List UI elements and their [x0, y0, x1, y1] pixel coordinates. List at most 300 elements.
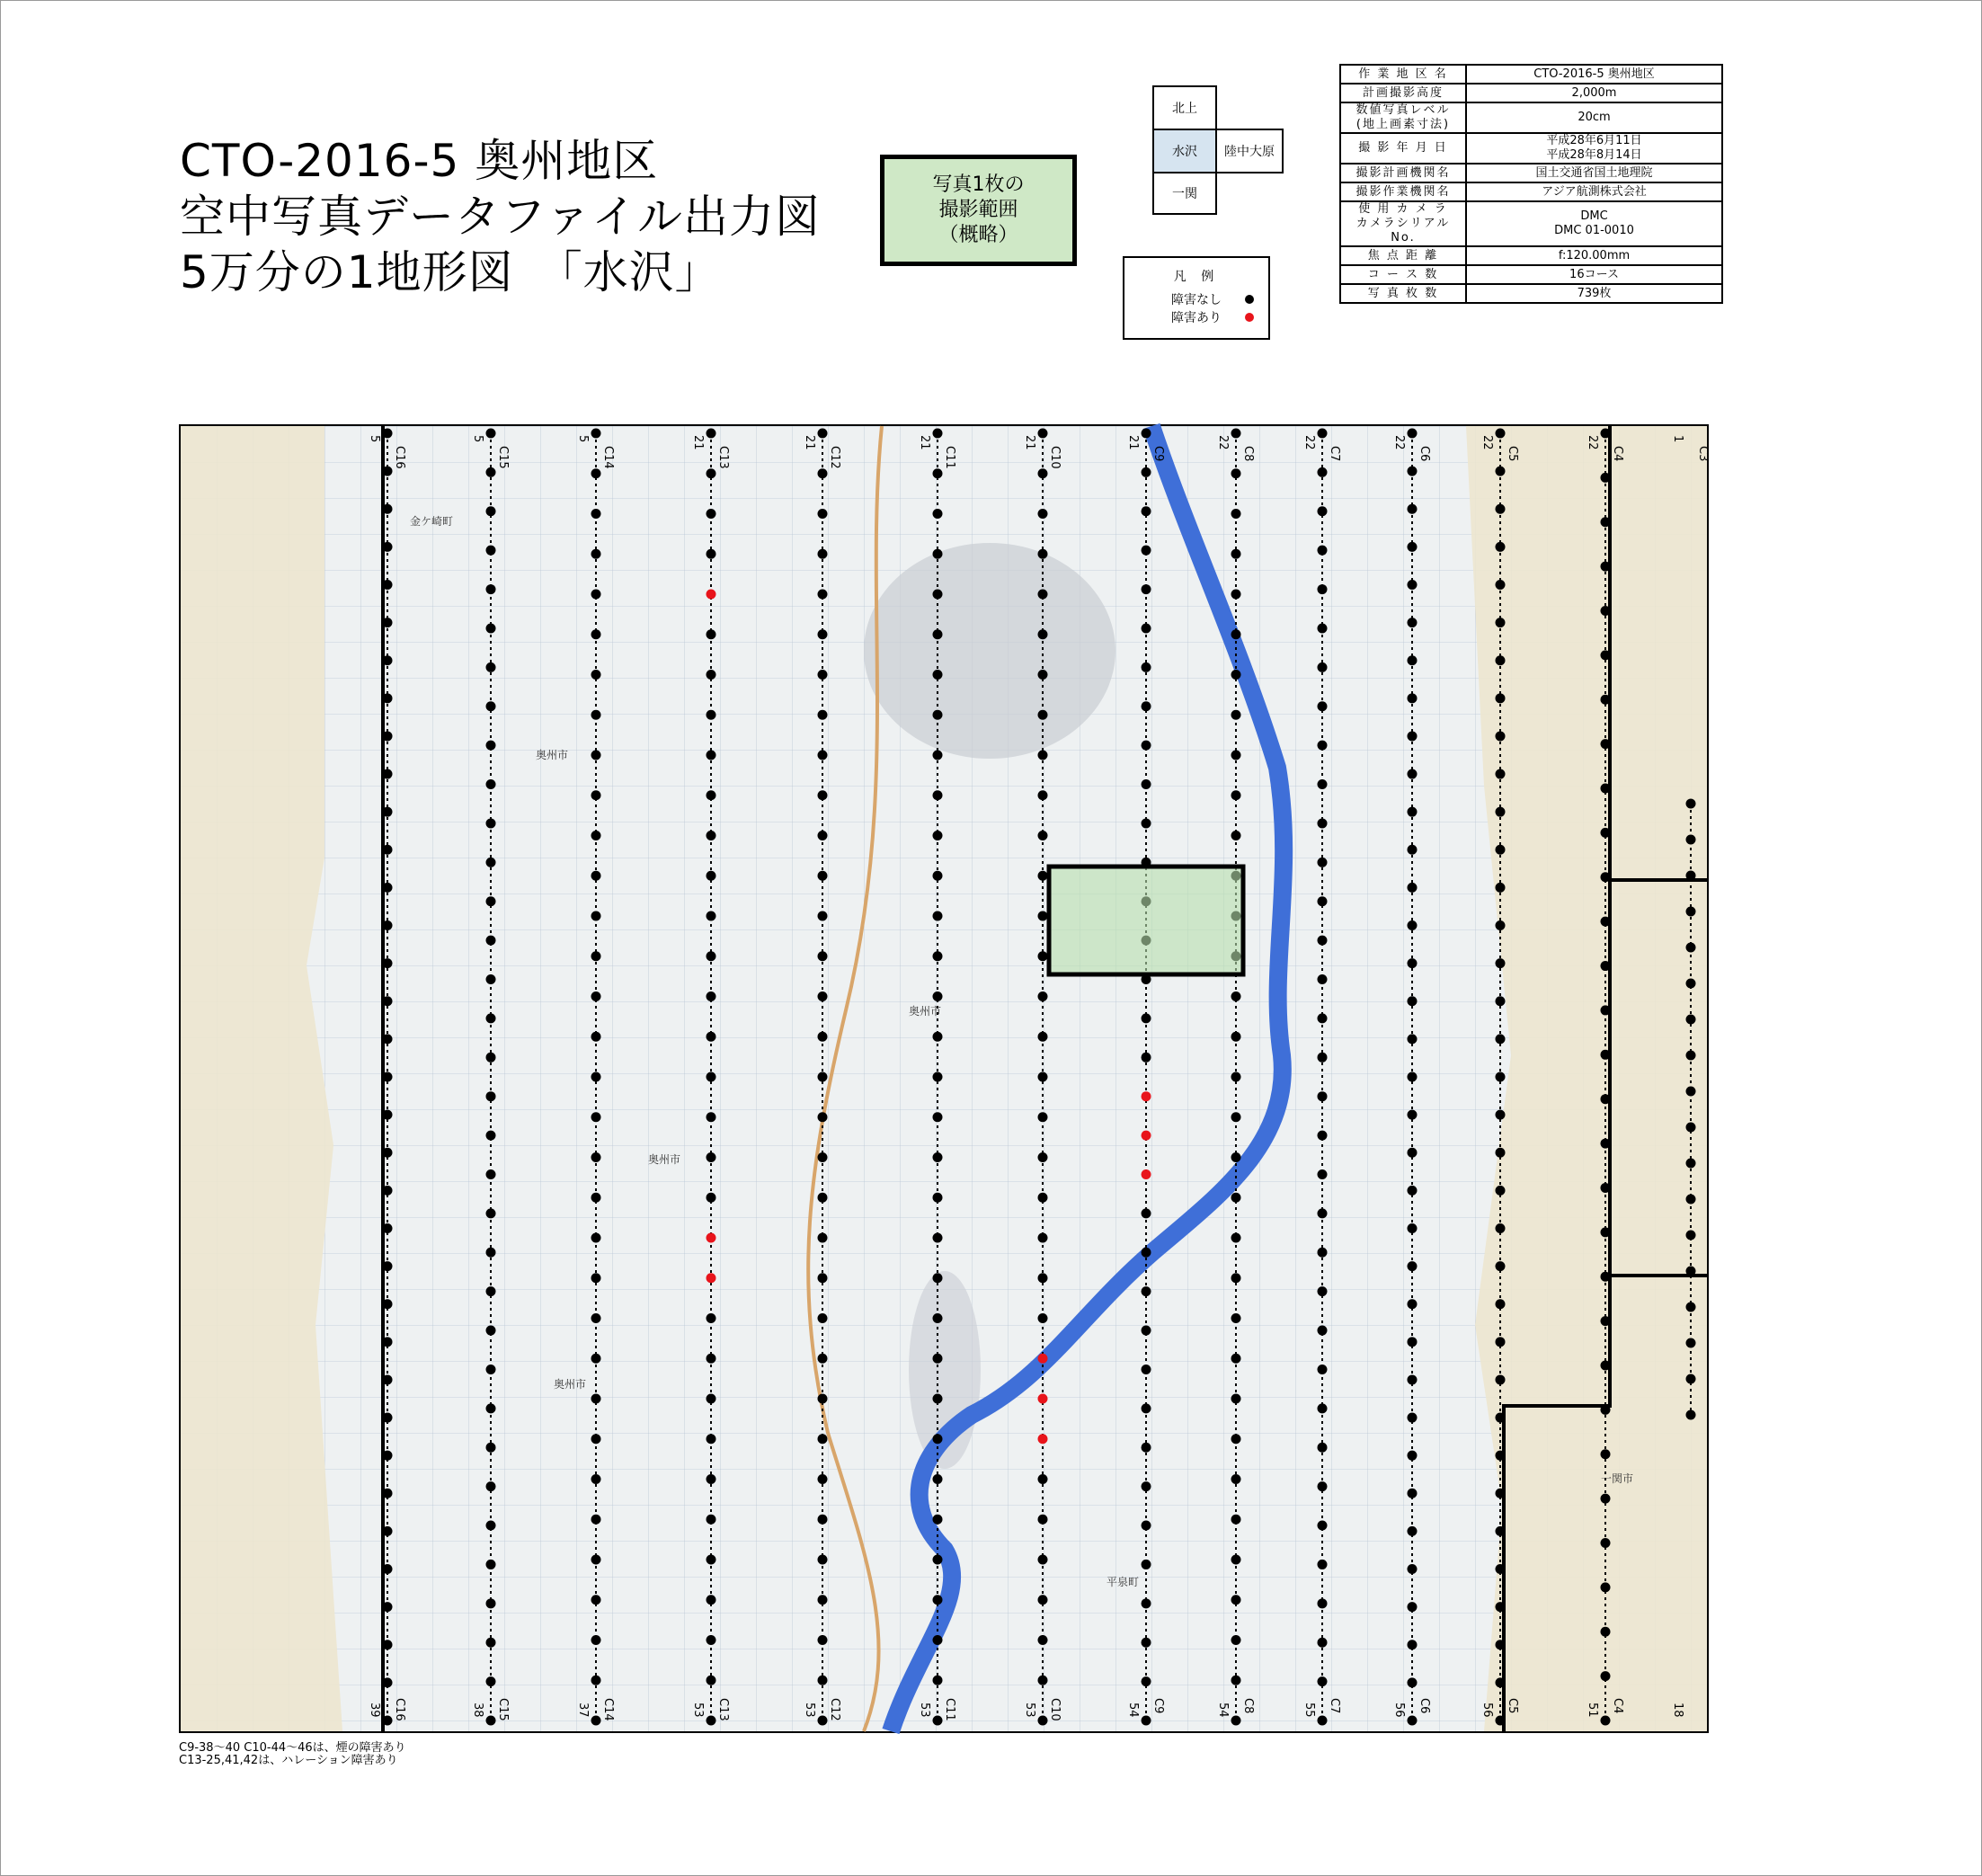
photo-point — [933, 549, 943, 559]
photo-point — [1231, 1354, 1241, 1364]
photo-point — [707, 1515, 716, 1525]
note-line-2: C13-25,41,42は、ハレーション障害あり — [179, 1754, 398, 1767]
photo-point — [1231, 1434, 1241, 1444]
photo-point — [707, 549, 716, 559]
photo-point — [1318, 1091, 1328, 1101]
photo-point — [486, 741, 496, 751]
photo-point — [707, 1394, 716, 1404]
photo-point — [486, 974, 496, 984]
photo-point — [591, 590, 601, 600]
photo-point — [591, 629, 601, 639]
photo-point — [933, 1394, 943, 1404]
photo-point — [818, 629, 828, 639]
info-label: 作 業 地 区 名 — [1340, 65, 1466, 84]
map-title — [180, 133, 821, 300]
photo-point — [486, 546, 496, 556]
photo-point — [1231, 710, 1241, 720]
photo-point — [1318, 1131, 1328, 1141]
photo-point — [486, 1208, 496, 1218]
info-label: 撮影作業機関名 — [1340, 182, 1466, 201]
photo-point — [486, 506, 496, 516]
course-end-label: 53 — [1023, 1703, 1036, 1718]
course-end-label: 54 — [1216, 1703, 1230, 1718]
photo-point — [1318, 779, 1328, 789]
photo-point — [1496, 731, 1506, 741]
photo-point — [1142, 1443, 1151, 1453]
photo-point — [486, 1365, 496, 1374]
photo-point — [933, 991, 943, 1001]
photo-point — [1038, 468, 1048, 478]
photo-point — [1318, 1365, 1328, 1374]
legend-label-obstruction: 障害あり — [1171, 311, 1222, 325]
photo-point-obstructed — [707, 1233, 716, 1243]
course-name-top: C3 — [1696, 446, 1710, 462]
info-table — [1339, 64, 1723, 304]
info-label: 焦 点 距 離 — [1340, 246, 1466, 265]
photo-point — [933, 710, 943, 720]
hills-west — [181, 426, 342, 1731]
photo-point — [1408, 1072, 1418, 1082]
photo-point — [1318, 1286, 1328, 1296]
course-end-label: 37 — [576, 1703, 590, 1718]
info-value: f:120.00mm — [1466, 246, 1722, 265]
photo-point — [1231, 1515, 1241, 1525]
photo-point — [1038, 429, 1048, 439]
place-label: 奥州市 — [648, 1153, 681, 1166]
info-value: 2,000m — [1466, 84, 1722, 102]
photo-point — [1231, 1072, 1241, 1082]
photo-point — [486, 896, 496, 906]
photo-point — [707, 831, 716, 840]
info-value: 739枚 — [1466, 284, 1722, 303]
title-line-3: 5万分の1地形図 「水沢」 — [180, 246, 721, 298]
photo-point-obstructed — [1038, 1434, 1048, 1444]
photo-point — [818, 468, 828, 478]
photo-point — [1142, 1716, 1151, 1726]
photo-point — [1142, 1676, 1151, 1686]
photo-point — [1142, 429, 1151, 439]
photo-point — [1408, 958, 1418, 968]
photo-point — [1318, 429, 1328, 439]
photo-point — [707, 911, 716, 921]
photo-point — [818, 991, 828, 1001]
black-dot-icon — [1245, 295, 1254, 304]
info-value: 国土交通省国土地理院 — [1466, 164, 1722, 182]
photo-point — [1408, 1489, 1418, 1498]
photo-point — [1408, 731, 1418, 741]
photo-point — [707, 1313, 716, 1323]
photo-point — [1038, 951, 1048, 961]
photo-point — [1408, 1223, 1418, 1233]
photo-point — [1142, 1638, 1151, 1648]
photo-point — [1496, 996, 1506, 1006]
photo-point — [486, 1481, 496, 1491]
photo-point — [1601, 1716, 1611, 1726]
photo-point — [1318, 858, 1328, 867]
course-name-bottom: C13 — [716, 1698, 730, 1721]
legend-label-no-obstruction: 障害なし — [1171, 293, 1222, 307]
photo-point — [818, 1474, 828, 1484]
photo-point-obstructed — [1038, 1354, 1048, 1364]
photo-point — [486, 429, 496, 439]
course-name-top: C10 — [1048, 446, 1062, 469]
photo-point — [818, 509, 828, 519]
course-name-top: C16 — [393, 446, 406, 469]
photo-point — [1142, 1326, 1151, 1336]
coverage-line-2: 撮影範囲 — [938, 199, 1018, 221]
photo-point — [1231, 670, 1241, 680]
photo-point — [1408, 1110, 1418, 1120]
photo-point — [591, 1313, 601, 1323]
photo-point — [1318, 546, 1328, 556]
photo-point — [1496, 429, 1506, 439]
course-name-bottom: C11 — [943, 1698, 956, 1721]
photo-point — [1038, 1635, 1048, 1645]
course-end-label: 38 — [471, 1703, 484, 1718]
photo-point — [1038, 1072, 1048, 1082]
photo-point — [1686, 1051, 1696, 1061]
photo-point — [1038, 1716, 1048, 1726]
photo-point — [933, 629, 943, 639]
map-svg — [181, 426, 1710, 1731]
course-name-bottom: C6 — [1418, 1698, 1431, 1714]
course-end-label: 56 — [1480, 1703, 1494, 1718]
photo-point — [818, 1354, 828, 1364]
course-start-label: 22 — [1586, 435, 1599, 450]
photo-point — [933, 1474, 943, 1484]
course-start-label: 22 — [1392, 435, 1406, 450]
photo-point — [1686, 1338, 1696, 1348]
legend-title: 凡 例 — [1173, 270, 1220, 284]
photo-point-obstructed — [1142, 1169, 1151, 1179]
photo-point — [1408, 845, 1418, 855]
course-name-bottom: C10 — [1048, 1698, 1062, 1721]
photo-point — [1231, 549, 1241, 559]
photo-point — [1686, 1410, 1696, 1420]
photo-point — [707, 429, 716, 439]
photo-point — [707, 951, 716, 961]
photo-point — [1408, 1716, 1418, 1726]
photo-point — [933, 1313, 943, 1323]
photo-point — [818, 871, 828, 881]
photo-point — [591, 1434, 601, 1444]
photo-point — [1496, 920, 1506, 930]
photo-point — [486, 818, 496, 828]
photo-point — [1038, 629, 1048, 639]
photo-point — [1318, 1208, 1328, 1218]
photo-point — [1038, 751, 1048, 760]
photo-point — [1231, 1555, 1241, 1565]
info-row — [1340, 182, 1722, 201]
course-name-bottom: C8 — [1241, 1698, 1255, 1714]
photo-point — [486, 936, 496, 946]
photo-point — [1408, 769, 1418, 779]
photo-point — [1038, 710, 1048, 720]
info-label: 数値写真レベル (地上画素寸法) — [1340, 102, 1466, 133]
info-value: アジア航測株式会社 — [1466, 182, 1722, 201]
index-cell-north: 北上 — [1152, 85, 1217, 130]
photo-point — [818, 1716, 828, 1726]
photo-point — [1142, 1053, 1151, 1062]
course-end-label: 18 — [1671, 1703, 1684, 1718]
course-end-label: 56 — [1392, 1703, 1406, 1718]
photo-point — [486, 1638, 496, 1648]
photo-point — [1038, 1555, 1048, 1565]
photo-point — [1038, 1474, 1048, 1484]
info-label: コ ー ス 数 — [1340, 265, 1466, 284]
photo-point — [486, 1131, 496, 1141]
photo-point — [591, 1233, 601, 1243]
photo-point — [1408, 618, 1418, 627]
course-end-label: 53 — [691, 1703, 705, 1718]
info-row — [1340, 246, 1722, 265]
photo-point — [486, 858, 496, 867]
place-label: 金ケ崎町 — [410, 515, 454, 528]
course-end-label: 39 — [368, 1703, 381, 1718]
photo-point — [1496, 1223, 1506, 1233]
photo-point — [1686, 835, 1696, 845]
photo-point — [818, 590, 828, 600]
photo-point-obstructed — [707, 1273, 716, 1283]
photo-point — [1318, 1013, 1328, 1023]
course-start-label: 1 — [1671, 435, 1684, 443]
index-cell-south: 一関 — [1152, 172, 1217, 215]
photo-point — [1496, 655, 1506, 665]
photo-point — [1231, 629, 1241, 639]
info-value: 20cm — [1466, 102, 1722, 133]
photo-point — [1231, 1716, 1241, 1726]
course-name-top: C4 — [1611, 446, 1624, 462]
red-dot-icon — [1245, 313, 1254, 322]
course-start-label: 5 — [471, 435, 484, 443]
photo-point — [818, 951, 828, 961]
photo-point — [1231, 590, 1241, 600]
photo-point — [1686, 1195, 1696, 1205]
photo-point — [1408, 996, 1418, 1006]
coverage-line-1: 写真1枚の — [932, 173, 1025, 196]
photo-point — [818, 1676, 828, 1685]
photo-point — [933, 790, 943, 800]
place-label: 平泉町 — [1107, 1576, 1140, 1588]
photo-point — [1496, 883, 1506, 893]
info-row — [1340, 102, 1722, 133]
photo-point — [818, 670, 828, 680]
photo-point — [1142, 1013, 1151, 1023]
photo-point — [591, 1635, 601, 1645]
course-start-label: 21 — [803, 435, 816, 450]
photo-point — [933, 1716, 943, 1726]
course-name-top: C9 — [1151, 446, 1165, 462]
photo-point — [1408, 1602, 1418, 1612]
photo-point — [1496, 1186, 1506, 1196]
photo-point — [1496, 958, 1506, 968]
photo-point — [818, 1313, 828, 1323]
course-name-bottom: C4 — [1611, 1698, 1624, 1714]
course-start-label: 22 — [1480, 435, 1494, 450]
photo-point — [707, 1112, 716, 1122]
photo-point — [1408, 429, 1418, 439]
photo-point — [933, 468, 943, 478]
photo-point — [1408, 1564, 1418, 1574]
photo-point — [707, 991, 716, 1001]
photo-point — [1231, 1313, 1241, 1323]
photo-point — [591, 509, 601, 519]
photo-point — [707, 790, 716, 800]
photo-point — [591, 1394, 601, 1404]
photo-point — [1231, 1474, 1241, 1484]
photo-point — [1496, 769, 1506, 779]
single-photo-coverage — [1049, 867, 1243, 974]
course-name-bottom: C12 — [828, 1698, 841, 1721]
flight-map — [179, 424, 1709, 1733]
photo-point — [818, 831, 828, 840]
coverage-line-3: （概略） — [938, 224, 1018, 246]
photo-point — [1231, 1152, 1241, 1162]
photo-coverage-box — [880, 155, 1077, 266]
photo-point — [591, 468, 601, 478]
photo-point — [707, 1716, 716, 1726]
photo-point-obstructed — [1038, 1394, 1048, 1404]
photo-point — [1496, 1110, 1506, 1120]
course-start-label: 5 — [368, 435, 381, 443]
photo-point — [818, 1032, 828, 1042]
photo-point — [1408, 1677, 1418, 1687]
photo-point — [1231, 1273, 1241, 1283]
photo-point — [1318, 467, 1328, 477]
photo-point — [486, 1598, 496, 1608]
photo-point — [933, 951, 943, 961]
photo-point — [1038, 790, 1048, 800]
photo-point — [1686, 1159, 1696, 1169]
photo-point — [1686, 1087, 1696, 1097]
info-value: CTO-2016-5 奥州地区 — [1466, 65, 1722, 84]
info-row — [1340, 201, 1722, 246]
photo-point — [933, 509, 943, 519]
photo-point — [486, 1248, 496, 1258]
photo-point — [1231, 1233, 1241, 1243]
info-label: 撮 影 年 月 日 — [1340, 133, 1466, 164]
photo-point — [1038, 670, 1048, 680]
photo-point — [1318, 896, 1328, 906]
course-name-top: C11 — [943, 446, 956, 469]
photo-point — [591, 751, 601, 760]
photo-point — [1408, 1337, 1418, 1347]
photo-point — [933, 1635, 943, 1645]
photo-point — [933, 1152, 943, 1162]
photo-point — [1231, 991, 1241, 1001]
photo-point — [1318, 818, 1328, 828]
photo-point — [1496, 1034, 1506, 1044]
photo-point — [1686, 1015, 1696, 1025]
photo-point — [707, 1152, 716, 1162]
photo-point — [1142, 818, 1151, 828]
title-line-1: CTO-2016-5 奥州地区 — [180, 135, 659, 187]
photo-point — [591, 670, 601, 680]
photo-point — [818, 1152, 828, 1162]
photo-point — [1142, 467, 1151, 477]
photo-point — [707, 1354, 716, 1364]
photo-point — [1231, 1394, 1241, 1404]
course-start-label: 21 — [1023, 435, 1036, 450]
photo-point-obstructed — [1142, 1131, 1151, 1141]
photo-point — [1038, 1313, 1048, 1323]
photo-point-obstructed — [1142, 1091, 1151, 1101]
photo-point — [486, 1403, 496, 1413]
photo-point — [1142, 1286, 1151, 1296]
course-start-label: 22 — [1302, 435, 1316, 450]
photo-point — [486, 1286, 496, 1296]
photo-point — [1318, 506, 1328, 516]
photo-point — [1038, 831, 1048, 840]
legend-row-no-obstruction — [1171, 290, 1254, 308]
photo-point — [1231, 1676, 1241, 1685]
photo-point — [1601, 1538, 1611, 1548]
photo-point — [1496, 618, 1506, 627]
photo-point — [591, 1474, 601, 1484]
photo-point — [1318, 1403, 1328, 1413]
course-end-label: 51 — [1586, 1703, 1599, 1718]
info-label: 写 真 枚 数 — [1340, 284, 1466, 303]
photo-point — [818, 1595, 828, 1605]
photo-point — [1601, 1627, 1611, 1637]
photo-point — [1601, 1582, 1611, 1592]
index-cell-east: 陸中大原 — [1215, 129, 1284, 173]
info-label: 使 用 カ メ ラ カメラシリアルNo. — [1340, 201, 1466, 246]
place-label: 奥州市 — [554, 1378, 587, 1391]
photo-point — [1496, 542, 1506, 552]
photo-point — [1408, 1299, 1418, 1309]
note-line-1: C9-38～40 C10-44～46は、煙の障害あり — [179, 1741, 406, 1755]
photo-point — [933, 1233, 943, 1243]
index-map — [1152, 85, 1284, 215]
photo-point — [486, 1091, 496, 1101]
photo-point — [591, 710, 601, 720]
photo-point — [1318, 662, 1328, 672]
photo-point — [818, 429, 828, 439]
course-end-label: 54 — [1126, 1703, 1140, 1718]
photo-point — [1496, 580, 1506, 590]
photo-point — [1038, 1032, 1048, 1042]
info-label: 撮影計画機関名 — [1340, 164, 1466, 182]
photo-point — [707, 751, 716, 760]
photo-point — [1408, 580, 1418, 590]
photo-point — [1408, 1526, 1418, 1536]
photo-point — [486, 1521, 496, 1531]
photo-point — [707, 871, 716, 881]
photo-point — [1318, 936, 1328, 946]
photo-point — [1318, 741, 1328, 751]
photo-point — [1686, 907, 1696, 917]
photo-point — [1231, 429, 1241, 439]
photo-point — [1318, 701, 1328, 711]
info-row — [1340, 84, 1722, 102]
course-name-bottom: C15 — [496, 1698, 510, 1721]
photo-point — [1318, 1443, 1328, 1453]
photo-point — [1142, 1248, 1151, 1258]
info-row — [1340, 265, 1722, 284]
course-start-label: 22 — [1216, 435, 1230, 450]
photo-point — [1142, 1208, 1151, 1218]
photo-point — [1142, 662, 1151, 672]
photo-point — [1142, 1481, 1151, 1491]
photo-point — [1142, 584, 1151, 594]
photo-point — [1142, 1521, 1151, 1531]
photo-point — [1318, 1248, 1328, 1258]
course-name-top: C12 — [828, 446, 841, 469]
course-name-bottom: C7 — [1328, 1698, 1341, 1714]
photo-point — [1496, 1148, 1506, 1158]
course-end-label: 53 — [803, 1703, 816, 1718]
